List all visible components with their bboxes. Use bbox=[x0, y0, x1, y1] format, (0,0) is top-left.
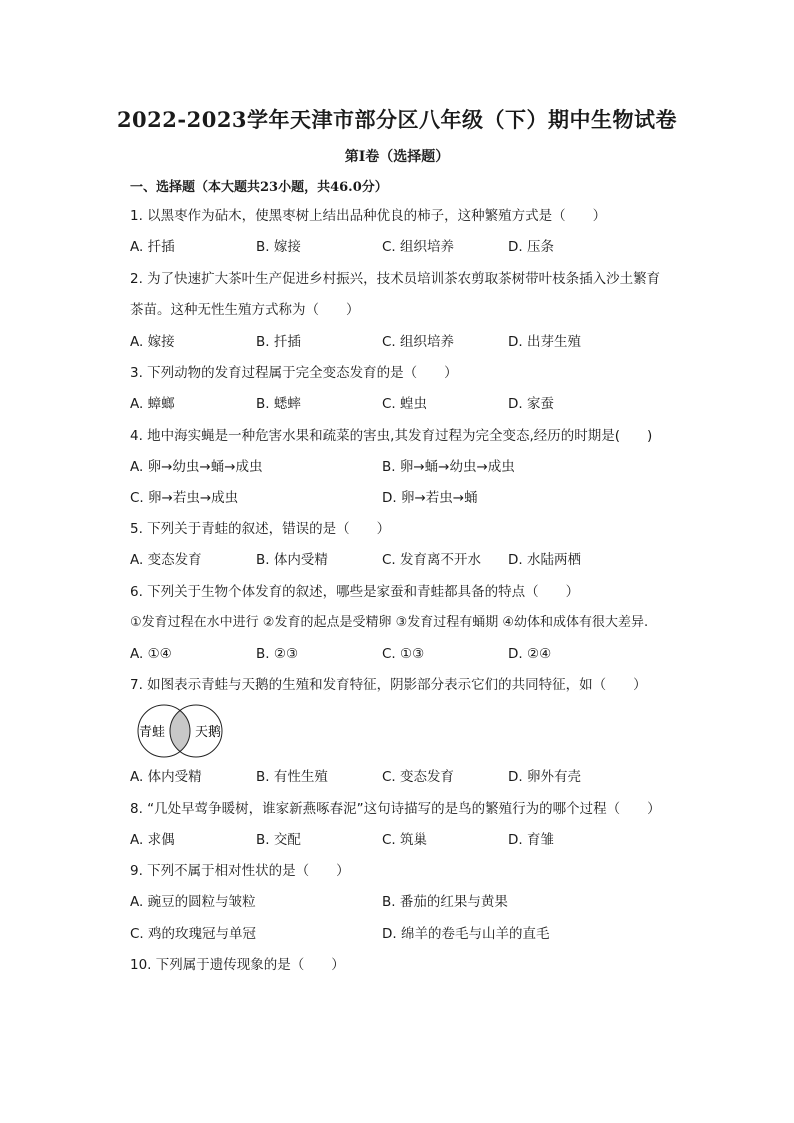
page-title: 2022-2023学年天津市部分区八年级（下）期中生物试卷 bbox=[116, 107, 678, 132]
question-1-option-d: D. 压条 bbox=[508, 239, 554, 255]
question-4-option-a: A. 卵→幼虫→蛹→成虫 bbox=[130, 459, 263, 475]
question-2-stem-cont: 茶苗。这种无性生殖方式称为（ ） bbox=[130, 302, 360, 318]
section-heading: 一、选择题（本大题共23小题，共46.0分） bbox=[130, 180, 388, 195]
question-9-stem: 9. 下列不属于相对性状的是（ ） bbox=[130, 863, 350, 879]
venn-label-left: 青蛙 bbox=[138, 725, 166, 740]
question-3-option-a: A. 蟑螂 bbox=[130, 396, 175, 412]
question-3-option-c: C. 蝗虫 bbox=[382, 396, 428, 412]
question-8-option-b: B. 交配 bbox=[256, 832, 301, 848]
question-1-stem: 1. 以黑枣作为砧木，使黑枣树上结出品种优良的柿子，这种繁殖方式是（ ） bbox=[130, 208, 607, 224]
question-5-option-b: B. 体内受精 bbox=[256, 552, 328, 568]
question-9-option-b: B. 番茄的红果与黄果 bbox=[382, 894, 508, 910]
volume-subtitle: 第Ⅰ卷（选择题） bbox=[344, 149, 450, 165]
question-7-stem: 7. 如图表示青蛙与天鹅的生殖和发育特征，阴影部分表示它们的共同特征，如（ ） bbox=[130, 677, 647, 693]
question-1-option-a: A. 扦插 bbox=[130, 239, 175, 255]
question-6-option-d: D. ②④ bbox=[508, 646, 552, 662]
question-3-option-d: D. 家蚕 bbox=[508, 396, 554, 412]
question-4-option-d: D. 卵→若虫→蛹 bbox=[382, 490, 478, 506]
question-7-option-b: B. 有性生殖 bbox=[256, 769, 328, 785]
question-6-statements: ①发育过程在水中进行 ②发育的起点是受精卵 ③发育过程有蛹期 ④幼体和成体有很大差异. bbox=[130, 615, 649, 630]
question-10-stem: 10. 下列属于遗传现象的是（ ） bbox=[130, 957, 345, 973]
question-7-option-c: C. 变态发育 bbox=[382, 769, 455, 785]
question-8-option-d: D. 育雏 bbox=[508, 832, 554, 848]
question-3-stem: 3. 下列动物的发育过程属于完全变态发育的是（ ） bbox=[130, 365, 458, 381]
question-2-option-c: C. 组织培养 bbox=[382, 334, 455, 350]
question-4-stem: 4. 地中海实蝇是一种危害水果和疏菜的害虫,其发育过程为完全变态,经历的时期是( ) bbox=[130, 428, 653, 444]
question-8-stem: 8. “几处早莺争暖树，谁家新燕啄春泥”这句诗描写的是鸟的繁殖行为的哪个过程（ ） bbox=[130, 801, 661, 817]
question-2-option-d: D. 出芽生殖 bbox=[508, 334, 581, 350]
question-2-stem: 2. 为了快速扩大茶叶生产促进乡村振兴，技术员培训茶农剪取茶树带叶枝条插入沙土繁育 bbox=[130, 271, 661, 287]
question-9-option-c: C. 鸡的玫瑰冠与单冠 bbox=[130, 926, 257, 942]
question-2-option-a: A. 嫁接 bbox=[130, 334, 175, 350]
question-9-option-a: A. 豌豆的圆粒与皱粒 bbox=[130, 894, 256, 910]
question-7-option-d: D. 卵外有壳 bbox=[508, 769, 581, 785]
question-1-option-c: C. 组织培养 bbox=[382, 239, 455, 255]
question-5-option-d: D. 水陆两栖 bbox=[508, 552, 581, 568]
question-7-option-a: A. 体内受精 bbox=[130, 769, 202, 785]
question-4-option-b: B. 卵→蛹→幼虫→成虫 bbox=[382, 459, 515, 475]
question-4-option-c: C. 卵→若虫→成虫 bbox=[130, 490, 239, 506]
question-5-stem: 5. 下列关于青蛙的叙述，错误的是（ ） bbox=[130, 521, 391, 537]
question-6-option-c: C. ①③ bbox=[382, 646, 425, 662]
question-6-option-a: A. ①④ bbox=[130, 646, 172, 662]
question-6-option-b: B. ②③ bbox=[256, 646, 299, 662]
question-9-option-d: D. 绵羊的卷毛与山羊的直毛 bbox=[382, 926, 550, 942]
venn-label-right: 天鹅 bbox=[194, 725, 222, 740]
question-8-option-c: C. 筑巢 bbox=[382, 832, 428, 848]
question-6-stem: 6. 下列关于生物个体发育的叙述，哪些是家蚕和青蛙都具备的特点（ ） bbox=[130, 584, 580, 600]
question-5-option-a: A. 变态发育 bbox=[130, 552, 202, 568]
question-8-option-a: A. 求偶 bbox=[130, 832, 175, 848]
question-2-option-b: B. 扦插 bbox=[256, 334, 301, 350]
question-1-option-b: B. 嫁接 bbox=[256, 239, 301, 255]
question-5-option-c: C. 发育离不开水 bbox=[382, 552, 482, 568]
venn-diagram bbox=[130, 702, 230, 760]
question-3-option-b: B. 蟋蟀 bbox=[256, 396, 301, 412]
